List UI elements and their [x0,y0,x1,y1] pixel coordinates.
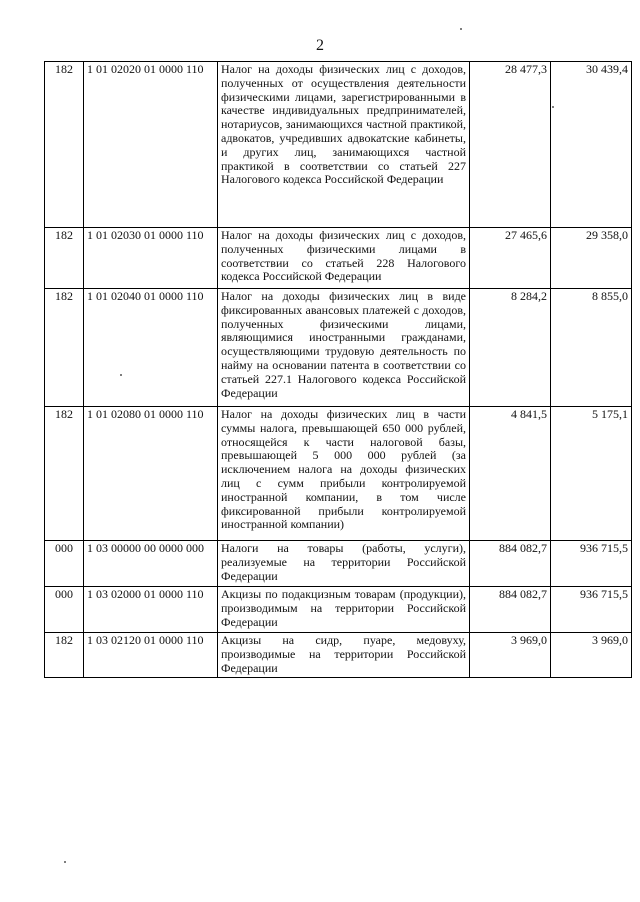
value-year-2-cell: 8 855,0 [551,289,632,407]
table-row [45,407,632,541]
table-row [45,62,632,228]
scan-speck [552,106,554,108]
revenue-name-cell: Налоги на товары (работы, услуги), реализуемые на территории Российской Федерации [218,541,470,587]
admin-code-cell: 000 [45,541,84,587]
value-year-1-cell: 884 082,7 [470,541,551,587]
value-year-2-cell: 5 175,1 [551,407,632,541]
value-year-1-cell: 884 082,7 [470,587,551,633]
admin-code-cell: 182 [45,62,84,228]
revenue-name-cell: Акцизы по подакцизным товарам (продукции), производимым на территории Российской Федерации [218,587,470,633]
value-year-2-cell: 936 715,5 [551,541,632,587]
table-row [45,541,632,587]
scan-speck [120,374,122,376]
admin-code-cell: 182 [45,633,84,678]
page-number: 2 [316,37,324,54]
admin-code-cell: 000 [45,587,84,633]
revenue-name-cell: Налог на доходы физических лиц в части суммы налога, превышающей 650 000 рублей, относящейся к части налоговой базы, превышающей 5 000 000 рублей (за исключением налога на доходы физических лиц с сумм прибыли контролируемой иностранной компании, в том числе фиксированной прибыли контролируемой иностранной компании) [218,407,470,541]
table-row [45,289,632,407]
classification-code-cell: 1 03 00000 00 0000 000 [84,541,218,587]
revenue-name-cell: Налог на доходы физических лиц в виде фиксированных авансовых платежей с доходов, полученных физическими лицами, являющимися иностранными гражданами, осуществляющими трудовую деятельность по найму на основании патента в соответствии со статьей 227.1 Налогового кодекса Российской Федерации [218,289,470,407]
classification-code-cell: 1 03 02000 01 0000 110 [84,587,218,633]
value-year-2-cell: 30 439,4 [551,62,632,228]
revenue-name-cell: Акцизы на сидр, пуаре, медовуху, производимые на территории Российской Федерации [218,633,470,678]
table-row [45,228,632,289]
scan-speck [460,28,462,30]
classification-code-cell: 1 01 02080 01 0000 110 [84,407,218,541]
classification-code-cell: 1 01 02020 01 0000 110 [84,62,218,228]
table-row [45,633,632,678]
admin-code-cell: 182 [45,289,84,407]
classification-code-cell: 1 03 02120 01 0000 110 [84,633,218,678]
scan-speck [64,861,66,863]
value-year-2-cell: 936 715,5 [551,587,632,633]
value-year-2-cell: 3 969,0 [551,633,632,678]
revenue-name-cell: Налог на доходы физических лиц с доходов, полученных от осуществления деятельности физическими лицами, зарегистрированными в качестве индивидуальных предпринимателей, нотариусов, занимающихся частной практикой, адвокатов, учредивших адвокатские кабинеты, и других лиц, занимающихся частной практикой в соответствии со статьей 227 Налогового кодекса Российской Федерации [218,62,470,228]
value-year-2-cell: 29 358,0 [551,228,632,289]
revenue-name-cell: Налог на доходы физических лиц с доходов, полученных физическими лицами в соответствии со статьей 228 Налогового кодекса Российской Федерации [218,228,470,289]
value-year-1-cell: 4 841,5 [470,407,551,541]
classification-code-cell: 1 01 02040 01 0000 110 [84,289,218,407]
value-year-1-cell: 8 284,2 [470,289,551,407]
classification-code-cell: 1 01 02030 01 0000 110 [84,228,218,289]
value-year-1-cell: 27 465,6 [470,228,551,289]
admin-code-cell: 182 [45,407,84,541]
table-row [45,587,632,633]
budget-revenue-table [44,61,632,678]
admin-code-cell: 182 [45,228,84,289]
value-year-1-cell: 3 969,0 [470,633,551,678]
value-year-1-cell: 28 477,3 [470,62,551,228]
